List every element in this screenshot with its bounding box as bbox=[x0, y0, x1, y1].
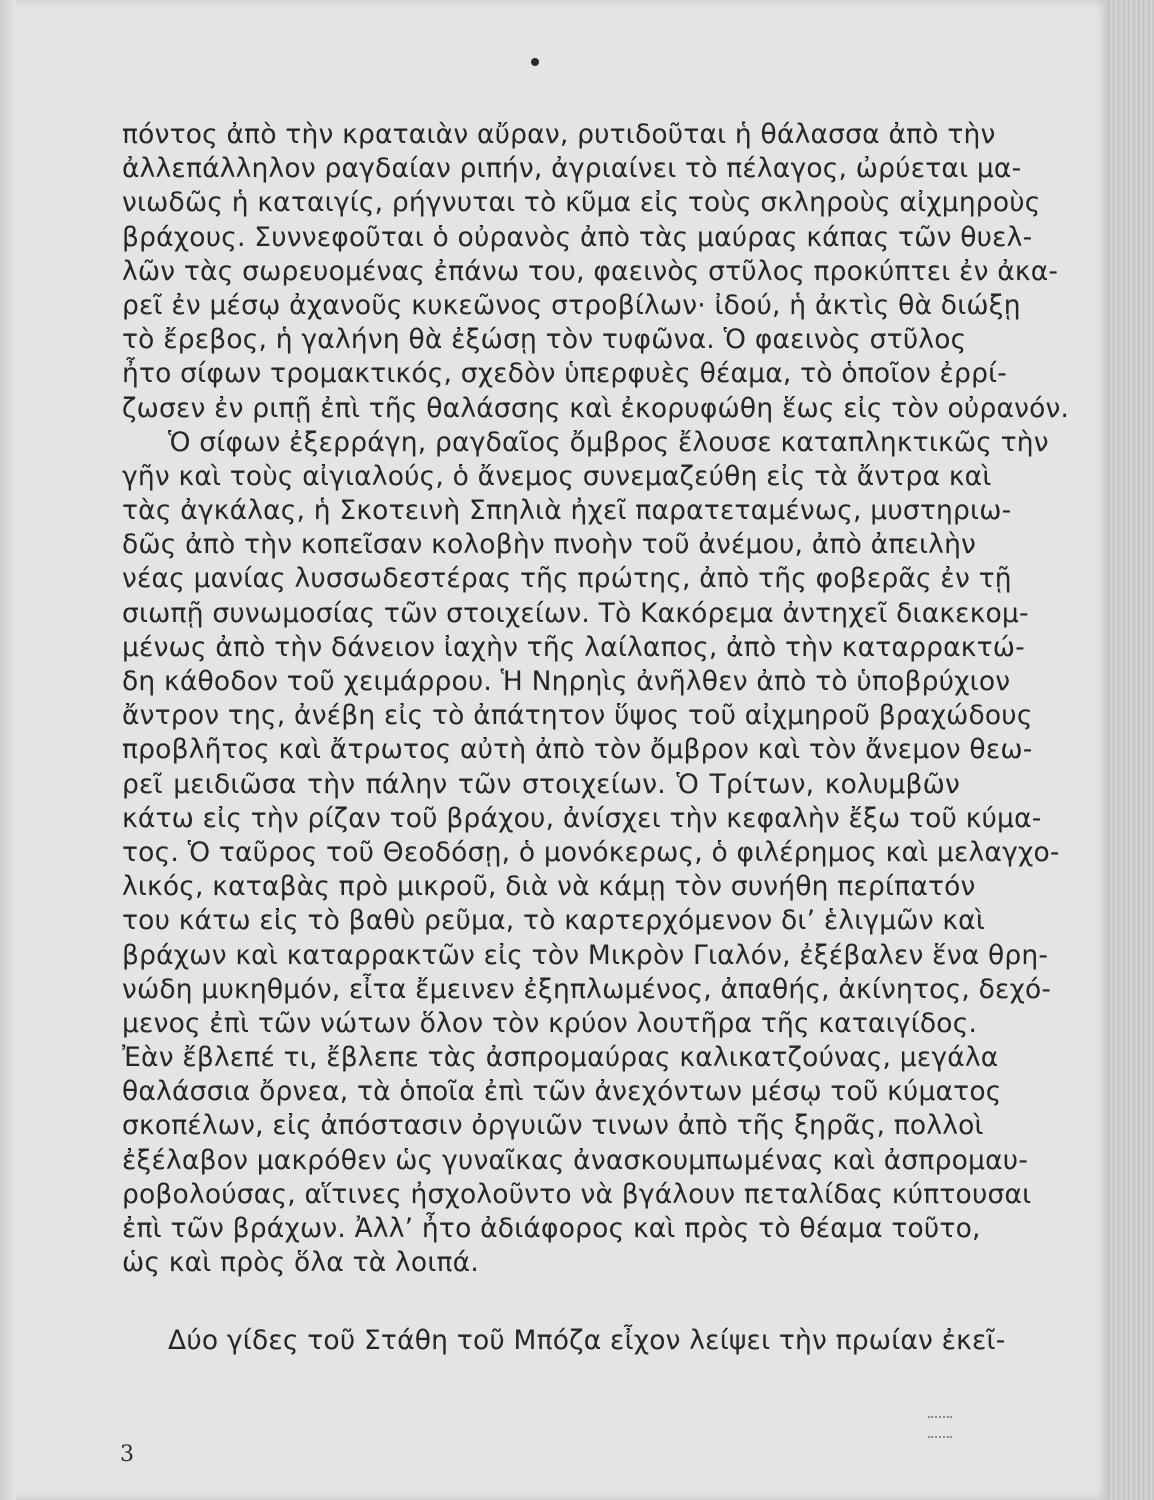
text-line: ὡς καὶ πρὸς ὅλα τὰ λοιπά. bbox=[122, 1247, 479, 1279]
text-line: βράχων καὶ καταρρακτῶν εἰς τὸν Μικρὸν Γιαλόν, ἐξέβαλεν ἕνα θρη- bbox=[122, 939, 1049, 971]
text-line: τὰς ἀγκάλας, ἡ Σκοτεινὴ Σπηλιὰ ἠχεῖ παρατεταμένως, μυστηριω- bbox=[122, 495, 1012, 527]
library-stamp-mark bbox=[928, 1416, 952, 1438]
text-line: νέας μανίας λυσσωδεστέρας τῆς πρώτης, ἀπὸ τῆς φοβερᾶς ἐν τῇ bbox=[122, 563, 1012, 595]
text-line: προβλῆτος καὶ ἄτρωτος αὐτὴ ἀπὸ τὸν ὄμβρον καὶ τὸν ἄνεμον θεω- bbox=[122, 734, 1033, 766]
text-line: Δύο γίδες τοῦ Στάθη τοῦ Μπόζα εἶχον λείψει τὴν πρωίαν ἐκεῖ- bbox=[168, 1325, 1006, 1357]
page-number: 3 bbox=[120, 1442, 134, 1467]
text-line: κάτω εἰς τὴν ρίζαν τοῦ βράχου, ἀνίσχει τὴν κεφαλὴν ἔξω τοῦ κύμα- bbox=[122, 802, 1042, 834]
text-line: μενος ἐπὶ τῶν νώτων ὅλον τὸν κρύον λουτῆρα τῆς καταιγίδος. bbox=[122, 1007, 978, 1039]
text-line: βράχους. Συννεφοῦται ὁ οὐρανὸς ἀπὸ τὰς μαύρας κάπας τῶν θυελ- bbox=[122, 221, 1033, 253]
page-gutter bbox=[0, 0, 16, 1500]
book-page-edges bbox=[1110, 0, 1154, 1500]
paragraph-1 bbox=[122, 118, 1070, 1280]
text-line: ζωσεν ἐν ριπῇ ἐπὶ τῆς θαλάσσης καὶ ἐκορυφώθη ἕως εἰς τὸν οὐρανόν. bbox=[122, 392, 1070, 424]
text-line: λικός, καταβὰς πρὸ μικροῦ, διὰ νὰ κάμῃ τὸν συνήθη περίπατόν bbox=[122, 871, 976, 903]
text-line: ἐξέλαβον μακρόθεν ὡς γυναῖκας ἀνασκουμπωμένας καὶ ἀσπρομαυ- bbox=[122, 1144, 1029, 1176]
text-line: ἐπὶ τῶν βράχων. Ἀλλ’ ἦτο ἀδιάφορος καὶ πρὸς τὸ θέαμα τοῦτο, bbox=[122, 1213, 981, 1244]
paragraph-2 bbox=[122, 1324, 1006, 1358]
ink-dot bbox=[531, 58, 539, 66]
text-line: τὸ ἔρεβος, ἡ γαλήνη θὰ ἐξώσῃ τὸν τυφῶνα. Ὁ φαεινὸς στῦλος bbox=[122, 324, 967, 356]
text-line: ροβολούσας, αἵτινες ἠσχολοῦντο νὰ βγάλουν πεταλίδας κύπτουσαι bbox=[122, 1178, 1032, 1210]
text-line: ἦτο σίφων τρομακτικός, σχεδὸν ὑπερφυὲς θέαμα, τὸ ὁποῖον ἐρρί- bbox=[122, 358, 1008, 390]
text-line: λῶν τὰς σωρευομένας ἐπάνω του, φαεινὸς στῦλος προκύπτει ἐν ἀκα- bbox=[122, 255, 1059, 287]
text-line: ἄντρον της, ἀνέβη εἰς τὸ ἀπάτητον ὕψος τοῦ αἰχμηροῦ βραχώδους bbox=[122, 700, 1033, 732]
text-line: νιωδῶς ἡ καταιγίς, ρήγνυται τὸ κῦμα εἰς τοὺς σκληροὺς αἰχμηροὺς bbox=[122, 187, 1041, 219]
text-line: νώδη μυκηθμόν, εἶτα ἔμεινεν ἐξηπλωμένος, ἀπαθής, ἀκίνητος, δεχό- bbox=[122, 973, 1052, 1005]
text-line: του κάτω εἰς τὸ βαθὺ ρεῦμα, τὸ καρτερχόμενον δι’ ἑλιγμῶν καὶ bbox=[122, 905, 986, 937]
text-line: δῶς ἀπὸ τὴν κοπεῖσαν κολοβὴν πνοὴν τοῦ ἀνέμου, ἀπὸ ἀπειλὴν bbox=[122, 529, 977, 561]
text-line: σιωπῇ συνωμοσίας τῶν στοιχείων. Τὸ Κακόρεμα ἀντηχεῖ διακεκομ- bbox=[122, 597, 1029, 629]
text-line: Ὁ σίφων ἐξερράγη, ραγδαῖος ὄμβρος ἔλουσε καταπληκτικῶς τὴν bbox=[168, 426, 1049, 458]
text-line: πόντος ἀπὸ τὴν κραταιὰν αὔραν, ρυτιδοῦται ἡ θάλασσα ἀπὸ τὴν bbox=[122, 119, 996, 150]
text-line: ρεῖ μειδιῶσα τὴν πάλην τῶν στοιχείων. Ὁ Τρίτων, κολυμβῶν bbox=[122, 768, 960, 800]
text-line: μένως ἀπὸ τὴν δάνειον ἰαχὴν τῆς λαίλαπος, ἀπὸ τὴν καταρρακτώ- bbox=[122, 631, 1025, 663]
text-line: δη κάθοδον τοῦ χειμάρρου. Ἡ Νηρηὶς ἀνῆλθεν ἀπὸ τὸ ὑποβρύχιον bbox=[122, 666, 1011, 697]
text-line: γῆν καὶ τοὺς αἰγιαλούς, ὁ ἄνεμος συνεμαζεύθη εἰς τὰ ἄντρα καὶ bbox=[122, 460, 992, 492]
paragraph-gap bbox=[122, 1280, 960, 1324]
text-line: ἀλλεπάλληλον ραγδαίαν ριπήν, ἀγριαίνει τὸ πέλαγος, ὠρύεται μα- bbox=[122, 153, 1022, 185]
text-line: θαλάσσια ὄρνεα, τὰ ὁποῖα ἐπὶ τῶν ἀνεχόντων μέσῳ τοῦ κύματος bbox=[122, 1076, 1002, 1108]
body-text bbox=[122, 118, 1070, 1359]
text-line: Ἐὰν ἔβλεπέ τι, ἔβλεπε τὰς ἀσπρομαύρας καλικατζούνας, μεγάλα bbox=[122, 1042, 999, 1074]
text-line: σκοπέλων, εἰς ἀπόστασιν ὀργυιῶν τινων ἀπὸ τῆς ξηρᾶς, πολλοὶ bbox=[122, 1110, 984, 1142]
text-line: τος. Ὁ ταῦρος τοῦ Θεοδόσῃ, ὁ μονόκερως, ὁ φιλέρημος καὶ μελαγχο- bbox=[122, 836, 1060, 868]
text-line: ρεῖ ἐν μέσῳ ἀχανοῦς κυκεῶνος στροβίλων· ἰδού, ἡ ἀκτὶς θὰ διώξῃ bbox=[122, 289, 1021, 321]
